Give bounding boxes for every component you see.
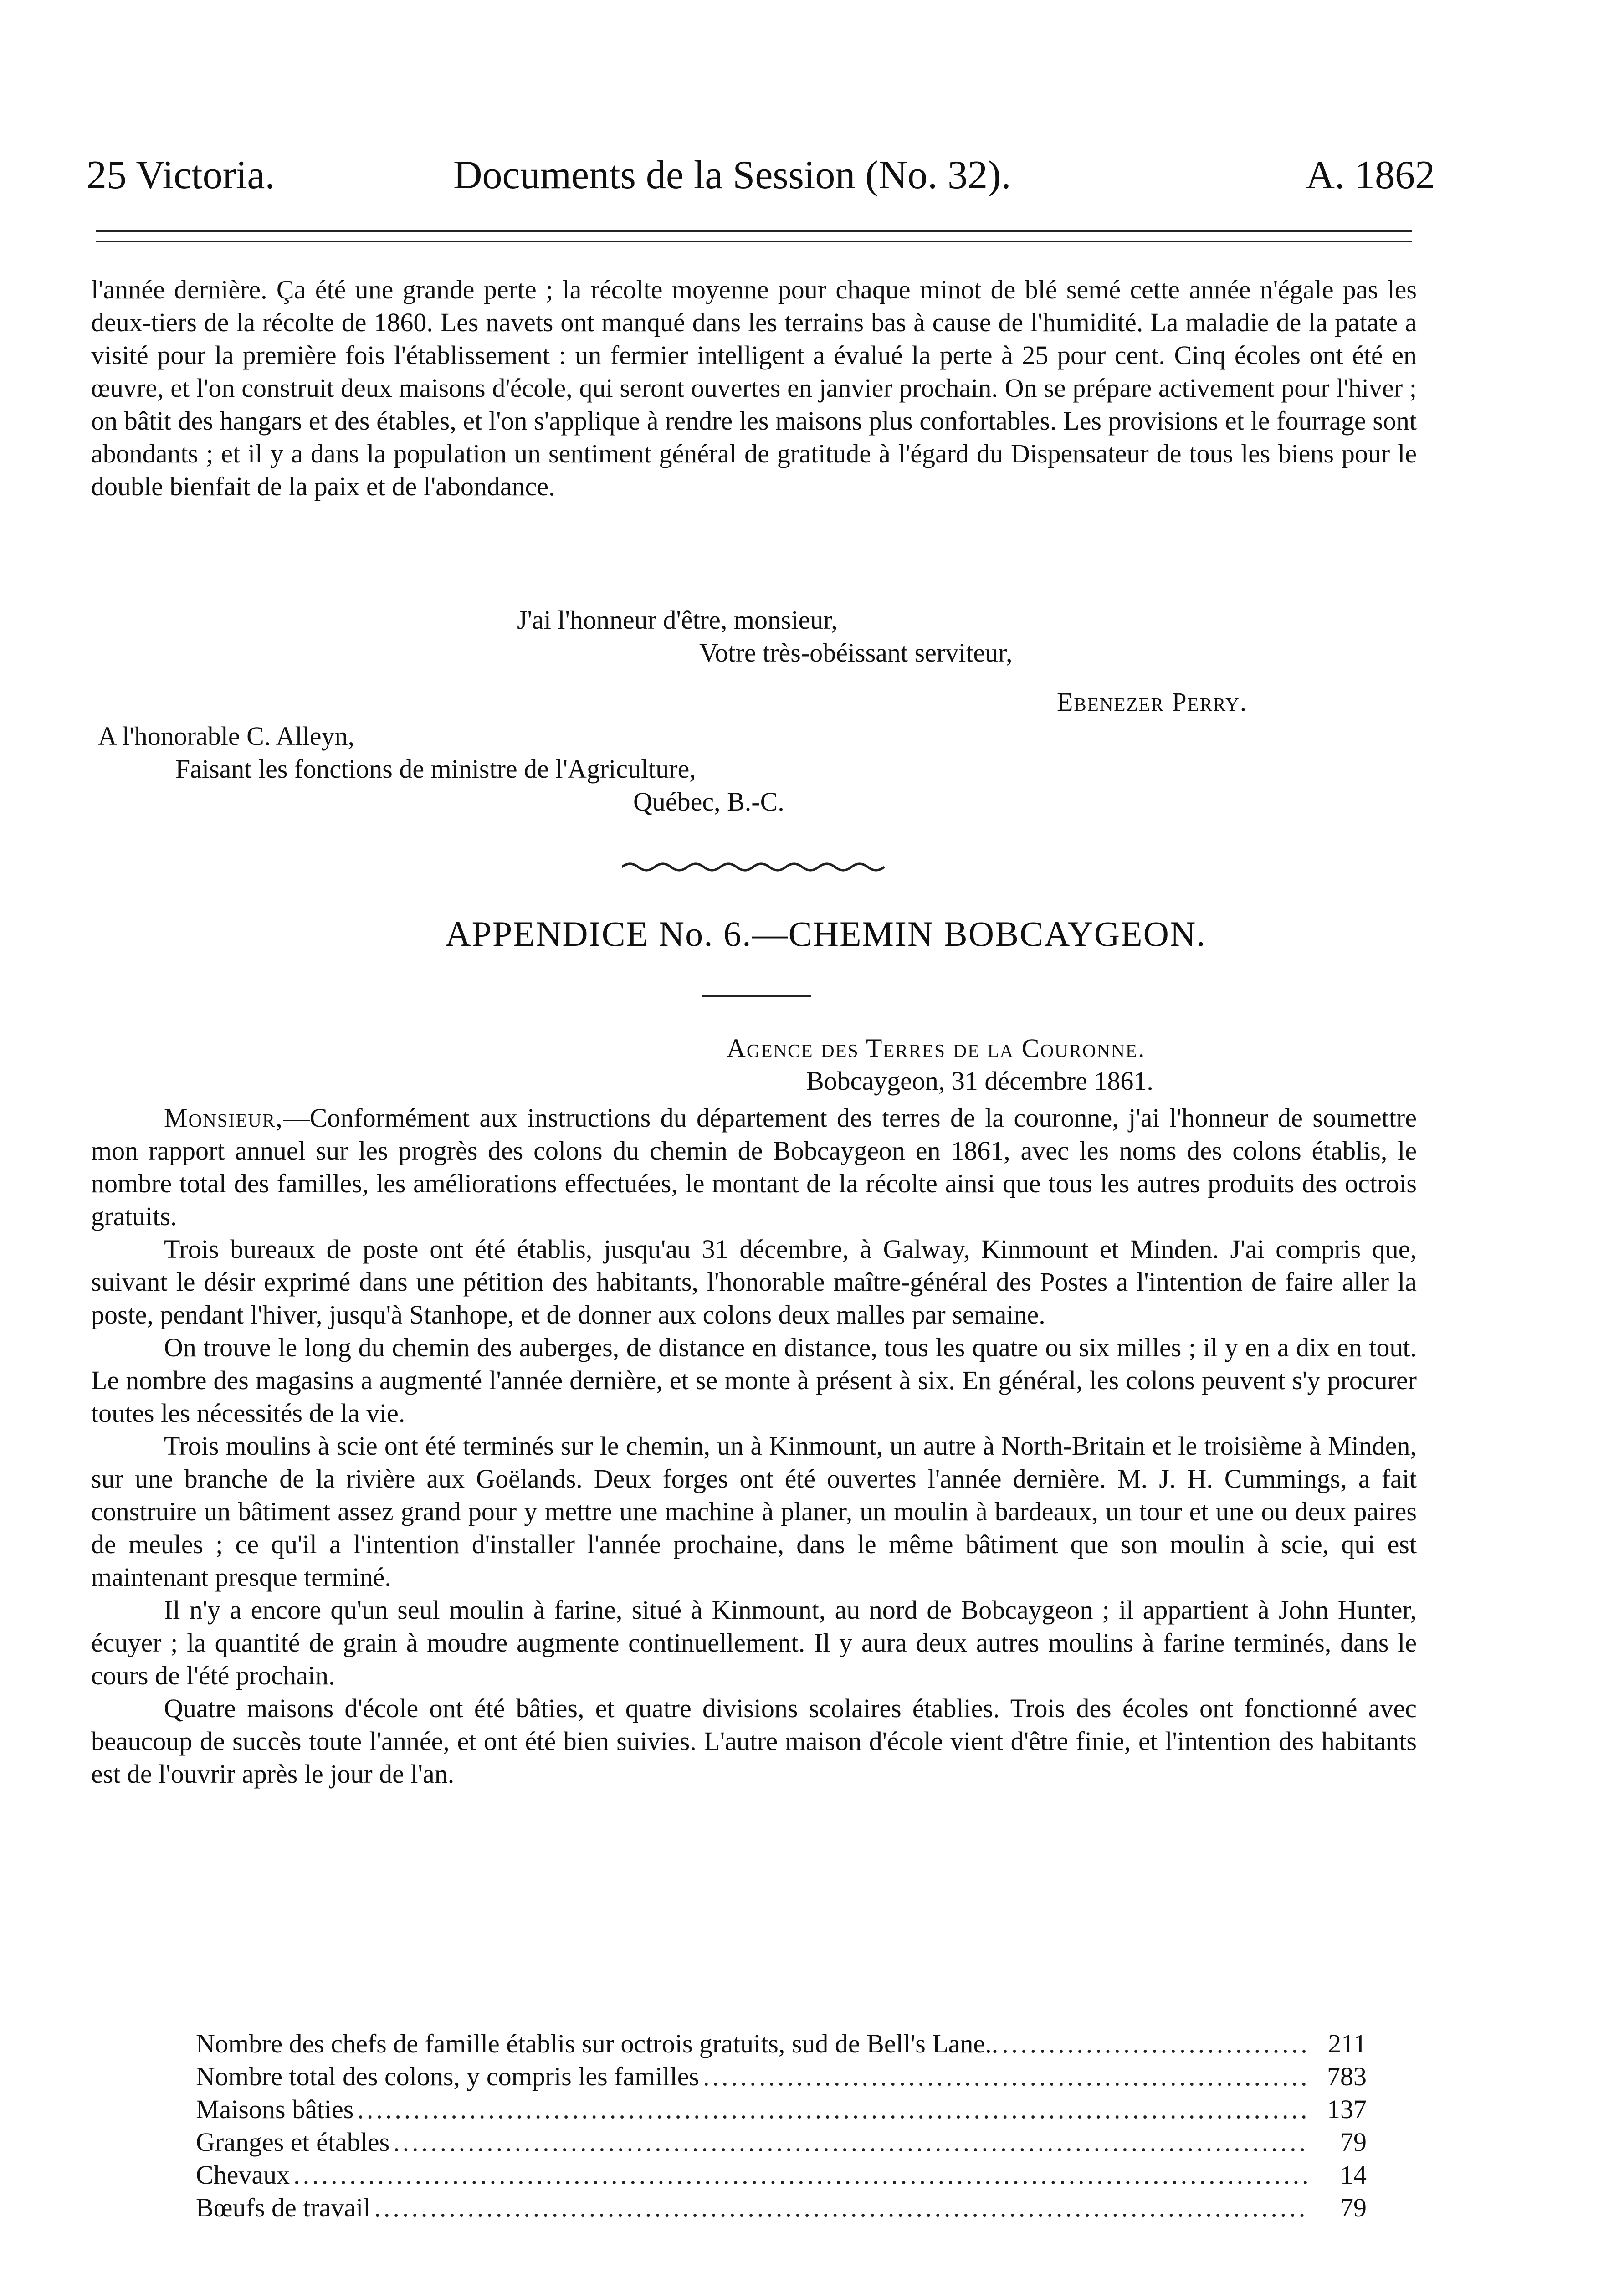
stat-value: 79 bbox=[1340, 2193, 1367, 2222]
dot-leader bbox=[357, 2093, 1308, 2126]
stat-label: Chevaux bbox=[196, 2160, 290, 2190]
letter-body bbox=[91, 273, 1417, 503]
addressee-title: Faisant les fonctions de ministre de l'Agriculture, bbox=[175, 754, 696, 784]
closing-line-2: Votre très-obéissant serviteur, bbox=[699, 638, 1013, 667]
agency-heading: Agence des Terres de la Couronne. bbox=[727, 1033, 1146, 1063]
header-title: Documents de la Session (No. 32). bbox=[453, 153, 1011, 197]
dot-leader bbox=[393, 2126, 1308, 2159]
place-date: Bobcaygeon, 31 décembre 1861. bbox=[806, 1066, 1153, 1096]
stat-label: Nombre total des colons, y compris les familles bbox=[196, 2062, 700, 2091]
dot-leader bbox=[293, 2159, 1308, 2191]
report-paragraph-2: Trois bureaux de poste ont été établis, jusqu'au 31 décembre, à Galway, Kinmount et Minden. J'ai compris que, suivant le désir exprimé dans une pétition des habitants, l'honorable maître-général des Postes a l'intention de faire aller la poste, pendant l'hiver, jusqu'à Stanhope, et de donner aux colons deux malles par semaine. bbox=[91, 1234, 1417, 1329]
statistics-list bbox=[196, 2027, 1367, 2224]
report-paragraph-5: Il n'y a encore qu'un seul moulin à farine, situé à Kinmount, au nord de Bobcaygeon ; il appartient à John Hunter, écuyer ; la quantité de grain à moudre augmente continuellement. Il y aura deux autres moulins à farine terminés, dans le cours de l'été prochain. bbox=[91, 1595, 1417, 1690]
stat-row bbox=[196, 2159, 1367, 2191]
addressee-name: A l'honorable C. Alleyn, bbox=[98, 721, 355, 751]
header-rule-bottom bbox=[96, 241, 1412, 242]
addressee-place: Québec, B.-C. bbox=[633, 787, 784, 816]
stat-value: 79 bbox=[1340, 2127, 1367, 2157]
closing-line-1: J'ai l'honneur d'être, monsieur, bbox=[517, 605, 838, 635]
page-header bbox=[87, 150, 1435, 200]
header-volume: 25 Victoria. bbox=[87, 153, 275, 197]
stat-label: Nombre des chefs de famille établis sur octrois gratuits, sud de Bell's Lane.. bbox=[196, 2029, 999, 2058]
stat-label: Maisons bâties bbox=[196, 2094, 354, 2124]
signature: Ebenezer Perry. bbox=[1057, 687, 1248, 717]
stat-label: Granges et étables bbox=[196, 2127, 390, 2157]
stat-row bbox=[196, 2126, 1367, 2159]
appendix-rule bbox=[702, 995, 811, 997]
report-paragraph-1 bbox=[91, 1102, 1417, 1233]
stat-row bbox=[196, 2060, 1367, 2093]
dot-leader bbox=[1002, 2027, 1308, 2060]
stat-value: 137 bbox=[1327, 2094, 1367, 2124]
dot-leader bbox=[374, 2191, 1308, 2224]
stat-value: 211 bbox=[1328, 2029, 1367, 2058]
dot-leader bbox=[703, 2060, 1308, 2093]
report-paragraph-3: On trouve le long du chemin des auberges, de distance en distance, tous les quatre ou six milles ; il y en a dix en tout. Le nombre des magasins a augmenté l'année dernière, et se monte à présent à six. En général, les colons peuvent s'y procurer toutes les nécessités de la vie. bbox=[91, 1333, 1417, 1428]
wave-divider bbox=[622, 860, 891, 874]
letter-paragraph: l'année dernière. Ça été une grande perte ; la récolte moyenne pour chaque minot de blé semé cette année n'égale pas les deux-tiers de la récolte de 1860. Les navets ont manqué dans les terrains bas à cause de l'humidité. La maladie de la patate a visité pour la première fois l'établissement : un fermier intelligent a évalué la perte à 25 pour cent. Cinq écoles ont été en œuvre, et l'on construit deux maisons d'école, qui seront ouvertes en janvier prochain. On se prépare activement pour l'hiver ; on bâtit des hangars et des étables, et l'on s'applique à rendre les maisons plus confortables. Les provisions et le fourrage sont abondants ; et il y a dans la population un sentiment général de gratitude à l'égard du Dispensateur de tous les biens pour le double bienfait de la paix et de l'abondance. bbox=[91, 275, 1417, 501]
stat-row bbox=[196, 2093, 1367, 2126]
stat-value: 783 bbox=[1327, 2062, 1367, 2091]
stat-label: Bœufs de travail bbox=[196, 2193, 371, 2222]
report-body bbox=[91, 1102, 1417, 1791]
stat-value: 14 bbox=[1340, 2160, 1367, 2190]
header-rule-top bbox=[96, 230, 1412, 232]
salutation: Monsieur, bbox=[164, 1103, 283, 1133]
report-paragraph-4: Trois moulins à scie ont été terminés sur le chemin, un à Kinmount, un autre à North-Britain et le troisième à Minden, sur une branche de la rivière aux Goëlands. Deux forges ont été ouvertes l'année dernière. M. J. H. Cummings, a fait construire un bâtiment assez grand pour y mettre une machine à planer, un moulin à bardeaux, un tour et une ou deux paires de meules ; ce qu'il a l'intention d'installer l'année prochaine, dans le même bâtiment que son moulin à scie, qui est maintenant presque terminé. bbox=[91, 1431, 1417, 1592]
report-paragraph-1-text: —Conformément aux instructions du département des terres de la couronne, j'ai l'honneur de soumettre mon rapport annuel sur les progrès des colons du chemin de Bobcaygeon en 1861, avec les noms des colons établis, le nombre total des familles, les améliorations effectuées, le montant de la récolte ainsi que tous les autres produits des octrois gratuits. bbox=[91, 1103, 1417, 1231]
appendix-title: APPENDICE No. 6.—CHEMIN BOBCAYGEON. bbox=[445, 914, 1206, 954]
stat-row bbox=[196, 2027, 1367, 2060]
stat-row bbox=[196, 2191, 1367, 2224]
report-paragraph-6: Quatre maisons d'école ont été bâties, et quatre divisions scolaires établies. Trois des écoles ont fonctionné avec beaucoup de succès toute l'année, et ont été bien suivies. L'autre maison d'école vient d'être finie, et l'intention des habitants est de l'ouvrir après le jour de l'an. bbox=[91, 1693, 1417, 1789]
header-year: A. 1862 bbox=[1306, 153, 1435, 197]
